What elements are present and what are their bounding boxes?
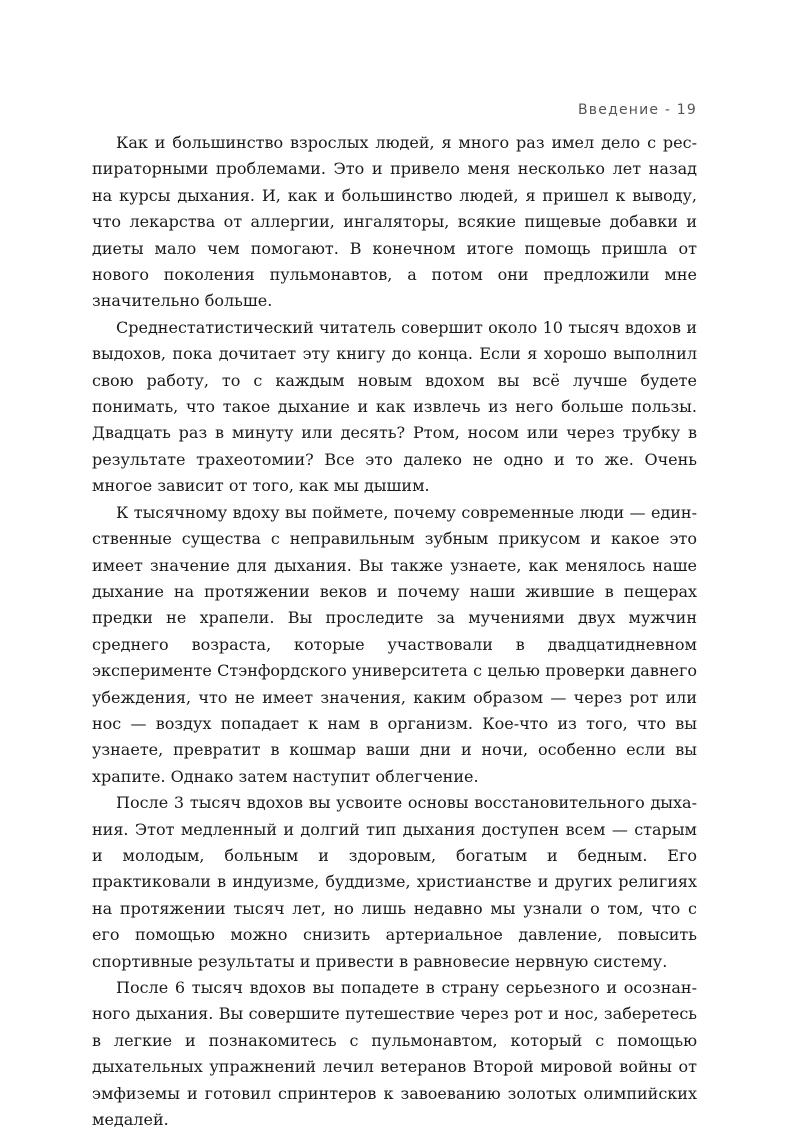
- paragraph-1: Как и большинство взрослых людей, я много раз имел дело с респираторными проблемами. Это и привело меня несколько лет назад на курсы дыхания. И, как и большинство людей, я пришел к выводу, что лекарства от аллергии, ингаляторы, всякие пищевые добавки и диеты мало чем помогают. В конечном итоге помощь пришла от нового поколения пульмонавтов, а потом они предложили мне значительно больше.: [92, 133, 697, 311]
- paragraph-3: К тысячному вдоху вы поймете, почему современные люди — единственные существа с неправильным зубным прикусом и какое это имеет значение для дыхания. Вы также узнаете, как менялось наше дыхание на протяжении веков и почему наши жившие в пещерах предки не храпели. Вы проследите за мучениями двух мужчин среднего возраста, которые участвовали в двадцатидневном эксперименте Стэнфордского университета с целью проверки давнего убеждения, что не имеет значения, каким образом — через рот или нос — воздух попадает к нам в организм. Кое-что из того, что вы узнаете, превратит в кошмар ваши дни и ночи, особенно если вы храпите. Однако затем наступит облегчение.: [92, 502, 697, 786]
- paragraph-5: После 6 тысяч вдохов вы попадете в страну серьезного и осознанного дыхания. Вы совершите путешествие через рот и нос, заберетесь в легкие и познакомитесь с пульмонавтом, который с помощью дыхательных упражнений лечил ветеранов Второй мировой войны от эмфиземы и готовил спринтеров к завоеванию золотых олимпийских медалей.: [92, 978, 697, 1130]
- running-head: Введение - 19: [578, 102, 697, 118]
- paragraph-4: После 3 тысяч вдохов вы усвоите основы восстановительного дыхания. Этот медленный и долгий тип дыхания доступен всем — старым и молодым, больным и здоровым, богатым и бедным. Его практиковали в индуизме, буддизме, христианстве и других религиях на протяжении тысяч лет, но лишь недавно мы узнали о том, что с его помощью можно снизить артериальное давление, повысить спортивные результаты и привести в равновесие нервную систему.: [92, 793, 697, 971]
- paragraph-2: Среднестатистический читатель совершит около 10 тысяч вдохов и выдохов, пока дочитает эту книгу до конца. Если я хорошо выполнил свою работу, то с каждым новым вдохом вы всё лучше будете понимать, что такое дыхание и как извлечь из него больше пользы. Двадцать раз в минуту или десять? Ртом, носом или через трубку в результате трахеотомии? Все это далеко не одно и то же. Очень многое зависит от того, как мы дышим.: [92, 317, 697, 496]
- body-text: [92, 130, 697, 1133]
